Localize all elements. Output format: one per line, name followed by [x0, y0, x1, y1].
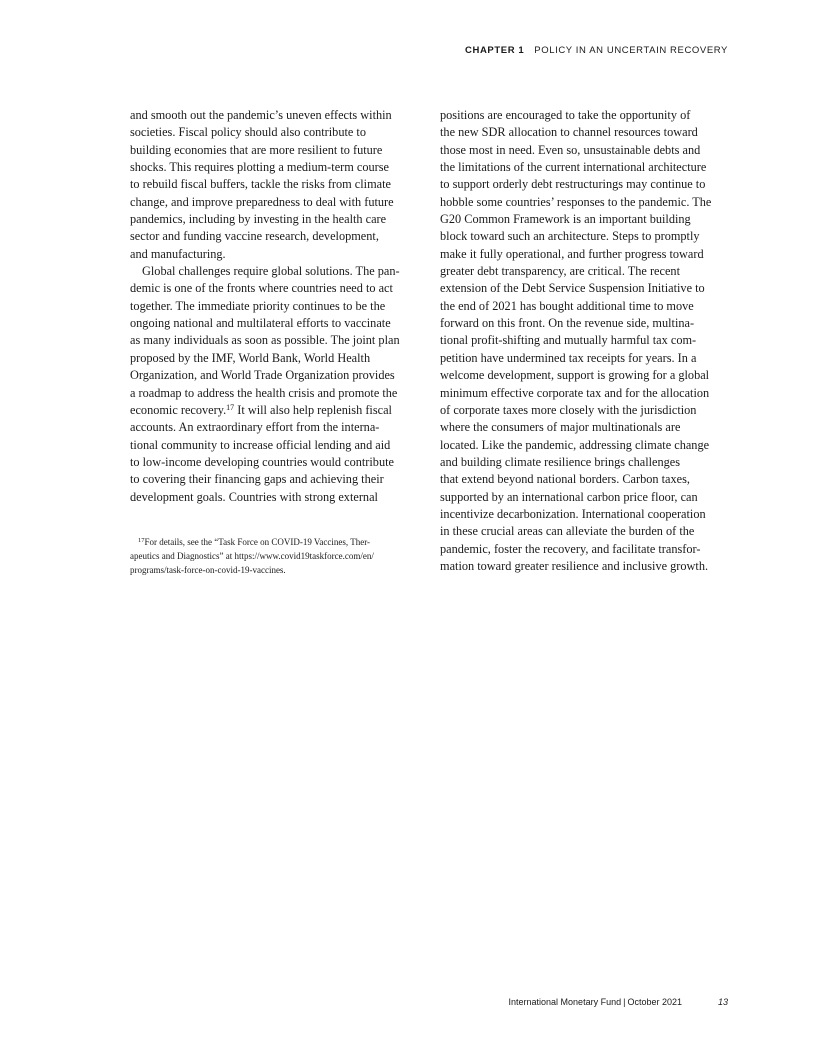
text-line: tional profit-shifting and mutually harmful tax com-: [440, 333, 697, 348]
text-line: demic is one of the fronts where countries need to act: [130, 281, 393, 296]
text-line: of corporate taxes more closely with the jurisdiction: [440, 402, 697, 417]
publication-date: October 2021: [627, 997, 682, 1007]
text-line: greater debt transparency, are critical. The recent: [440, 264, 680, 279]
text-line: mation toward greater resilience and inclusive growth.: [440, 558, 709, 573]
text-line: proposed by the IMF, World Bank, World Health: [130, 350, 371, 365]
text-line: to rebuild fiscal buffers, tackle the risks from climate: [130, 177, 391, 192]
footnote-mark: 17: [138, 537, 145, 544]
text-line: societies. Fiscal policy should also contribute to: [130, 125, 366, 140]
text-line: pandemic, foster the recovery, and facilitate transfor-: [440, 541, 701, 556]
text-line: incentivize decarbonization. International cooperation: [440, 506, 706, 521]
chapter-title: POLICY IN AN UNCERTAIN RECOVERY: [534, 45, 728, 56]
footer-separator: |: [623, 997, 626, 1007]
paragraph-1: [130, 107, 408, 263]
text-line: to support orderly debt restructurings may continue to: [440, 177, 706, 192]
text-line: to covering their financing gaps and achieving their: [130, 472, 384, 487]
text-line: change, and improve preparedness to deal with future: [130, 194, 394, 209]
text-line: as many individuals as soon as possible. The joint plan: [130, 333, 400, 348]
footnote-line: apeutics and Diagnostics” at https://www.covid19taskforce.com/en/: [130, 551, 374, 561]
page-number: 13: [717, 997, 728, 1007]
text-line: Global challenges require global solutions. The pan-: [142, 264, 400, 279]
right-column: [440, 107, 718, 575]
footnote-reference[interactable]: 17: [226, 402, 235, 412]
footnote-line: programs/task-force-on-covid-19-vaccines.: [130, 565, 286, 575]
footnote: [130, 535, 420, 577]
text-line: development goals. Countries with strong external: [130, 489, 378, 504]
text-line: sector and funding vaccine research, development,: [130, 229, 379, 244]
text-line: and smooth out the pandemic’s uneven effects within: [130, 108, 392, 122]
text-line: ongoing national and multilateral efforts to vaccinate: [130, 316, 391, 331]
text-line: that extend beyond national borders. Carbon taxes,: [440, 472, 690, 487]
chapter-label: CHAPTER 1: [465, 45, 525, 56]
text-line: shocks. This requires plotting a medium-term course: [130, 160, 389, 175]
text-line: the limitations of the current international architecture: [440, 160, 707, 175]
running-footer: [509, 997, 728, 1007]
text-fragment: economic recovery.: [130, 402, 227, 417]
text-line: where the consumers of major multinationals are: [440, 420, 681, 435]
text-line: and manufacturing.: [130, 246, 226, 261]
text-line: in these crucial areas can alleviate the burden of the: [440, 524, 695, 539]
text-line: a roadmap to address the health crisis and promote the: [130, 385, 398, 400]
text-line: minimum effective corporate tax and for the allocation: [440, 385, 710, 400]
paragraph-3: [440, 107, 718, 575]
publisher-name: International Monetary Fund: [508, 997, 622, 1007]
text-line: welcome development, support is growing for a global: [440, 368, 710, 383]
text-line: forward on this front. On the revenue side, multina-: [440, 316, 695, 331]
text-line: building economies that are more resilient to future: [130, 142, 383, 157]
text-line: located. Like the pandemic, addressing climate change: [440, 437, 710, 452]
text-line: those most in need. Even so, unsustainable debts and: [440, 142, 701, 157]
text-line: the new SDR allocation to channel resources toward: [440, 125, 698, 140]
text-line: supported by an international carbon price floor, can: [440, 489, 698, 504]
text-line: accounts. An extraordinary effort from the interna-: [130, 420, 380, 435]
text-line: G20 Common Framework is an important building: [440, 212, 691, 227]
text-line: positions are encouraged to take the opportunity of: [440, 108, 691, 122]
text-fragment: It will also help replenish fiscal: [234, 402, 392, 417]
text-line: to low-income developing countries would contribute: [130, 454, 394, 469]
running-header: [465, 45, 728, 56]
paragraph-2: [130, 263, 408, 506]
text-line: tional community to increase official lending and aid: [130, 437, 391, 452]
footnote-text: For details, see the “Task Force on COVID-19 Vaccines, Ther-: [144, 537, 371, 547]
text-line: the end of 2021 has bought additional time to move: [440, 298, 694, 313]
footnote-line: [130, 535, 420, 549]
text-line: hobble some countries’ responses to the pandemic. The: [440, 194, 712, 209]
left-column: [130, 107, 408, 506]
text-line: and building climate resilience brings challenges: [440, 454, 681, 469]
text-line: make it fully operational, and further progress toward: [440, 246, 704, 261]
text-line-with-footnote: [130, 402, 408, 419]
text-line: together. The immediate priority continues to be the: [130, 298, 386, 313]
text-line: extension of the Debt Service Suspension Initiative to: [440, 281, 705, 296]
text-line: Organization, and World Trade Organization provides: [130, 368, 395, 383]
text-line: pandemics, including by investing in the health care: [130, 212, 387, 227]
text-line: petition have undermined tax receipts for years. In a: [440, 350, 697, 365]
text-line: block toward such an architecture. Steps to promptly: [440, 229, 700, 244]
